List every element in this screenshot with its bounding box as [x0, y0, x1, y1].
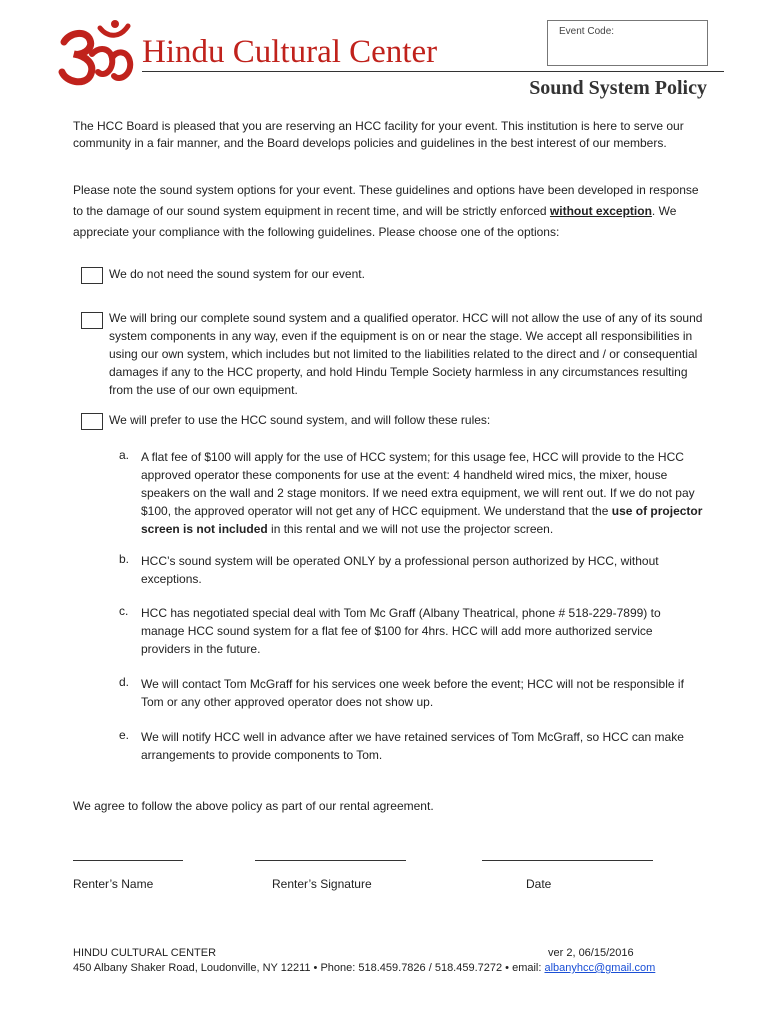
option-1-text: We do not need the sound system for our event.	[109, 267, 365, 281]
intro-paragraph-2	[73, 180, 703, 243]
option-2-checkbox[interactable]	[81, 312, 103, 329]
rule-e-letter: e.	[119, 728, 130, 742]
rule-a-letter: a.	[119, 448, 130, 462]
renter-name-label: Renter’s Name	[73, 877, 154, 891]
rule-b-letter: b.	[119, 552, 130, 566]
org-name: Hindu Cultural Center	[142, 34, 438, 70]
rule-b-text: HCC’s sound system will be operated ONLY by a professional person authorized by HCC, without exceptions.	[141, 554, 659, 586]
rule-c-letter: c.	[119, 604, 129, 618]
footer-address-text: 450 Albany Shaker Road, Loudonville, NY 12211 • Phone: 518.459.7826 / 518.459.7272 • email:	[73, 962, 545, 974]
option-2-text: We will bring our complete sound system and a qualified operator. HCC will not allow the use of any of its sound system components in any way, even if the equipment is on or near the stage. We accept all responsibilities in using our own system, which includes but not limited to the liabilities related to the direct and / or consequential damages if any to the HCC property, and hold Hindu Temple Society harmless in any circumstances resulting from the use of our own equipment.	[109, 311, 703, 397]
renter-signature-label: Renter’s Signature	[272, 877, 372, 891]
intro-p2-text-b: . We appreciate your compliance with the following guidelines. Please choose one of the options:	[73, 204, 677, 239]
rule-a-text-b: in this rental and we will not use the projector screen.	[267, 522, 554, 536]
header-divider	[142, 71, 724, 72]
event-code-label: Event Code:	[559, 26, 615, 37]
intro-paragraph-1: The HCC Board is pleased that you are reserving an HCC facility for your event. This institution is here to serve our community in a fair manner, and the Board develops policies and guidelines in the best interest of our members.	[73, 119, 684, 150]
rule-a-emphasis: use of projector screen is not included	[141, 504, 703, 536]
renter-name-line[interactable]	[73, 860, 183, 861]
option-1-checkbox[interactable]	[81, 267, 103, 284]
date-label: Date	[526, 877, 552, 891]
rule-a-text	[141, 448, 705, 538]
option-3-text: We will prefer to use the HCC sound system, and will follow these rules:	[109, 413, 491, 427]
footer-org: HINDU CULTURAL CENTER	[73, 947, 217, 959]
page-title: Sound System Policy	[529, 77, 707, 99]
om-logo-icon	[56, 20, 136, 86]
renter-signature-line[interactable]	[255, 860, 406, 861]
footer-version: ver 2, 06/15/2016	[548, 947, 634, 959]
rule-a-text-a: A flat fee of $100 will apply for the use of HCC system; for this usage fee, HCC will provide to the HCC approved operator these components for use at the event: 4 handheld wired mics, the mixer, house speakers on the wall and 2 stage monitors. If we need extra equipment, we will rent out. If we do not pay $100, the approved operator will not get any of HCC equipment. We understand that the	[141, 450, 695, 518]
intro-p2-text-a: Please note the sound system options for your event. These guidelines and options have been developed in response to the damage of our sound system equipment in recent time, and will be strictly enforced	[73, 183, 699, 218]
rule-d-letter: d.	[119, 675, 130, 689]
intro-p2-emphasis: without exception	[549, 204, 652, 218]
footer-email-link[interactable]: albanyhcc@gmail.com	[544, 962, 656, 974]
agreement-text: We agree to follow the above policy as part of our rental agreement.	[73, 799, 434, 813]
date-line[interactable]	[482, 860, 653, 861]
rule-d-text: We will contact Tom McGraff for his services one week before the event; HCC will not be responsible if Tom or any other approved operator does not show up.	[141, 677, 684, 709]
rule-e-text: We will notify HCC well in advance after we have retained services of Tom McGraff, so HCC can make arrangements to provide components to Tom.	[141, 730, 684, 762]
option-3-checkbox[interactable]	[81, 413, 103, 430]
rule-c-text: HCC has negotiated special deal with Tom Mc Graff (Albany Theatrical, phone # 518-229-7899) to manage HCC sound system for a flat fee of $100 for 4hrs. HCC will add more authorized service providers in the future.	[141, 606, 661, 656]
footer-address	[73, 962, 655, 974]
